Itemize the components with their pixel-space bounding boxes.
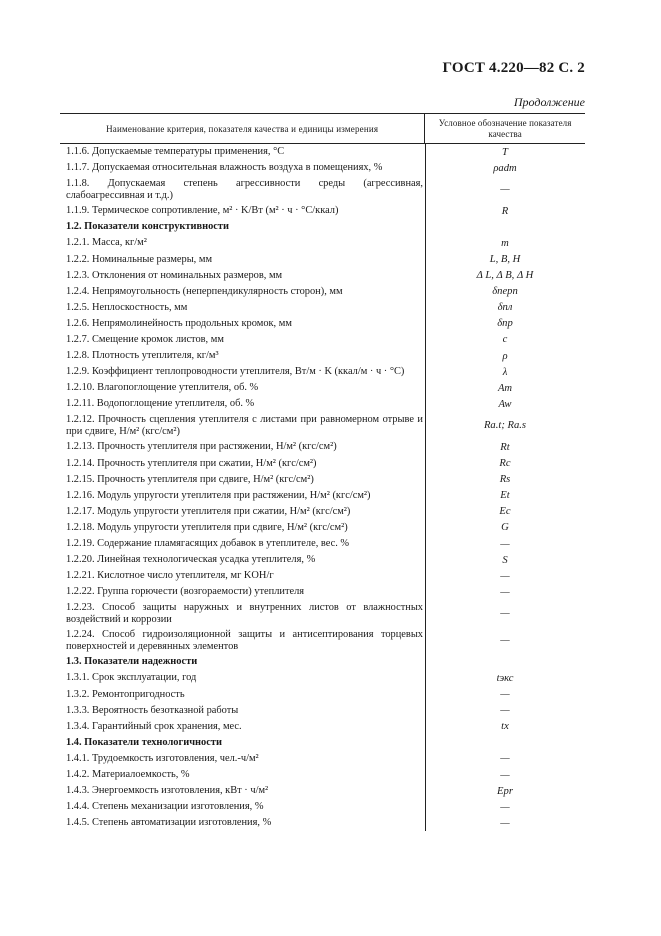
criterion-text: 1.2.14. Прочность утеплителя при сжатии, Н/м² (кгс/см²)	[66, 457, 317, 469]
criterion-text: 1.2.8. Плотность утеплителя, кг/м³	[66, 350, 219, 362]
table-row	[60, 584, 585, 600]
table-row	[60, 536, 585, 552]
table-row	[60, 160, 585, 176]
criterion-text: 1.2.7. Смещение кромок листов, мм	[66, 333, 224, 345]
criterion-text: 1.2.16. Модуль упругости утеплителя при растяжении, Н/м² (кгс/см²)	[66, 489, 371, 501]
criterion-text: 1.2.13. Прочность утеплителя при растяжении, Н/м² (кгс/см²)	[66, 441, 337, 453]
criterion-text: 1.2.21. Кислотное число утеплителя, мг KOH/г	[66, 570, 274, 582]
table-row	[60, 456, 585, 472]
criterion-text: 1.4.2. Материалоемкость, %	[66, 769, 190, 781]
criterion-text: 1.2.11. Водопоглощение утеплителя, об. %	[66, 398, 255, 410]
criteria-table	[60, 113, 585, 831]
table-row	[60, 783, 585, 799]
continuation-label: Продолжение	[513, 95, 585, 109]
criterion-symbol: —	[500, 769, 510, 781]
table-row	[60, 600, 585, 627]
criterion-text: 1.2.9. Коэффициент теплопроводности утеплителя, Вт/м · K (ккал/м · ч · °С)	[66, 366, 405, 378]
table-row	[60, 767, 585, 783]
table-row	[60, 176, 585, 203]
criterion-symbol: tх	[501, 721, 509, 733]
criterion-text: 1.2.3. Отклонения от номинальных размеров, мм	[66, 269, 283, 281]
table-row	[60, 815, 585, 831]
criterion-symbol: λ	[502, 366, 508, 378]
table-row	[60, 751, 585, 767]
table-row	[60, 504, 585, 520]
table-row	[60, 300, 585, 316]
table-header	[60, 114, 585, 144]
criterion-text: 1.4.5. Степень автоматизации изготовления, %	[66, 817, 272, 829]
criterion-text: 1.4.1. Трудоемкость изготовления, чел.-ч/м²	[66, 752, 259, 764]
table-row	[60, 488, 585, 504]
criterion-symbol: —	[500, 570, 510, 582]
criterion-symbol: Δ L, Δ B, Δ H	[476, 270, 534, 282]
table-row	[60, 412, 585, 439]
table-row	[60, 520, 585, 536]
criterion-symbol: —	[500, 586, 510, 598]
criterion-text: 1.2. Показатели конструктивности	[66, 221, 230, 233]
criterion-symbol: Ec	[499, 506, 511, 518]
criterion-symbol: Rt	[500, 441, 510, 453]
criterion-text: 1.2.2. Номинальные размеры, мм	[66, 253, 213, 265]
criterion-symbol: Epr	[497, 785, 513, 797]
table-row	[60, 719, 585, 735]
criterion-text: 1.2.23. Способ защиты наружных и внутренних листов от влажностных воздействий и коррозии	[66, 601, 423, 625]
criterion-text: 1.2.22. Группа горючести (возгораемости) утеплителя	[66, 586, 305, 598]
criterion-symbol: G	[501, 522, 509, 534]
criterion-text: 1.2.17. Модуль упругости утеплителя при сжатии, Н/м² (кгс/см²)	[66, 505, 351, 517]
criterion-text: 1.2.24. Способ гидроизоляционной защиты и антисептирования торцевых поверхностей и деревянных элементов	[66, 628, 423, 652]
criterion-symbol: δпл	[497, 302, 513, 314]
criterion-text: 1.1.9. Термическое сопротивление, м² · K/Вт (м² · ч · °С/ккал)	[66, 205, 339, 217]
criterion-symbol: —	[500, 538, 510, 550]
table-row	[60, 235, 585, 251]
criterion-symbol: —	[500, 801, 510, 813]
table-row	[60, 439, 585, 455]
criterion-text: 1.2.15. Прочность утеплителя при сдвиге, Н/м² (кгс/см²)	[66, 473, 314, 485]
criterion-symbol: —	[500, 817, 510, 829]
criterion-text: 1.4.3. Энергоемкость изготовления, кВт · ч/м²	[66, 785, 269, 797]
table-row	[60, 332, 585, 348]
criterion-symbol: —	[500, 689, 510, 701]
criterion-symbol: S	[502, 554, 508, 566]
criterion-symbol: tэкс	[496, 672, 514, 684]
criterion-text: 1.2.4. Непрямоугольность (неперпендикулярность сторон), мм	[66, 285, 343, 297]
criterion-symbol: —	[500, 635, 510, 647]
table-row	[60, 703, 585, 719]
criterion-text: 1.3.3. Вероятность безотказной работы	[66, 704, 239, 716]
table-row	[60, 348, 585, 364]
criterion-symbol: T	[502, 146, 508, 158]
table-row	[60, 144, 585, 160]
criterion-symbol: —	[500, 705, 510, 717]
criterion-symbol: L, B, H	[489, 254, 521, 266]
criterion-text: 1.1.7. Допускаемая относительная влажность воздуха в помещениях, %	[66, 162, 383, 174]
criterion-text: 1.1.8. Допускаемая степень агрессивности среды (агрессивная, слабоагрессивная и т.д.)	[66, 177, 423, 201]
criterion-symbol: Rа.t; Rа.s	[483, 420, 527, 432]
criterion-text: 1.2.19. Содержание пламягасящих добавок в утеплителе, вес. %	[66, 538, 350, 550]
column-header-symbol: Условное обозначение показателя качества	[424, 114, 585, 143]
criterion-symbol: Et	[500, 490, 510, 502]
table-row	[60, 687, 585, 703]
table-row	[60, 251, 585, 267]
criterion-text: 1.3. Показатели надежности	[66, 656, 198, 668]
criterion-symbol: ρ	[502, 350, 508, 362]
criterion-text: 1.4. Показатели технологичности	[66, 736, 222, 748]
criterion-symbol: c	[502, 334, 508, 346]
criterion-symbol: Rs	[499, 474, 511, 486]
criterion-symbol: R	[501, 205, 509, 217]
table-row	[60, 316, 585, 332]
table-row	[60, 284, 585, 300]
criterion-symbol: ρadm	[493, 162, 517, 174]
criterion-text: 1.2.10. Влагопоглощение утеплителя, об. %	[66, 382, 259, 394]
section-row	[60, 654, 585, 670]
table-row	[60, 203, 585, 219]
column-header-criteria: Наименование критерия, показателя качества и единицы измерения	[106, 123, 379, 134]
document-title: ГОСТ 4.220—82 С. 2	[442, 60, 585, 76]
criterion-symbol: —	[500, 184, 510, 196]
criterion-text: 1.2.20. Линейная технологическая усадка утеплителя, %	[66, 554, 316, 566]
criterion-text: 1.2.5. Неплоскостность, мм	[66, 301, 188, 313]
table-row	[60, 268, 585, 284]
section-row	[60, 735, 585, 751]
table-row	[60, 380, 585, 396]
table-row	[60, 472, 585, 488]
table-row	[60, 627, 585, 654]
criterion-symbol: —	[500, 608, 510, 620]
section-row	[60, 219, 585, 235]
criterion-text: 1.2.6. Непрямолинейность продольных кромок, мм	[66, 317, 292, 329]
criterion-symbol: Am	[497, 382, 513, 394]
table-row	[60, 552, 585, 568]
table-row	[60, 568, 585, 584]
criterion-text: 1.3.2. Ремонтопригодность	[66, 688, 185, 700]
criterion-symbol: m	[501, 237, 509, 249]
criterion-text: 1.1.6. Допускаемые температуры применения, °С	[66, 146, 285, 158]
table-row	[60, 799, 585, 815]
table-body	[60, 144, 585, 831]
criterion-text: 1.3.1. Срок эксплуатации, год	[66, 672, 197, 684]
criterion-text: 1.2.12. Прочность сцепления утеплителя с листами при равномерном отрыве и при сдвиге, Н/м² (кгс/см²)	[66, 413, 423, 437]
table-row	[60, 670, 585, 686]
criterion-text: 1.2.1. Масса, кг/м²	[66, 237, 147, 249]
criterion-text: 1.2.18. Модуль упругости утеплителя при сдвиге, Н/м² (кгс/см²)	[66, 521, 348, 533]
criterion-text: 1.3.4. Гарантийный срок хранения, мес.	[66, 720, 242, 732]
criterion-symbol: δпр	[497, 318, 513, 330]
criterion-symbol: δперп	[492, 286, 518, 298]
criterion-symbol: Aw	[498, 398, 512, 410]
table-row	[60, 396, 585, 412]
criterion-text: 1.4.4. Степень механизации изготовления, %	[66, 801, 264, 813]
criterion-symbol: —	[500, 753, 510, 765]
criterion-symbol: Rc	[499, 458, 511, 470]
table-row	[60, 364, 585, 380]
